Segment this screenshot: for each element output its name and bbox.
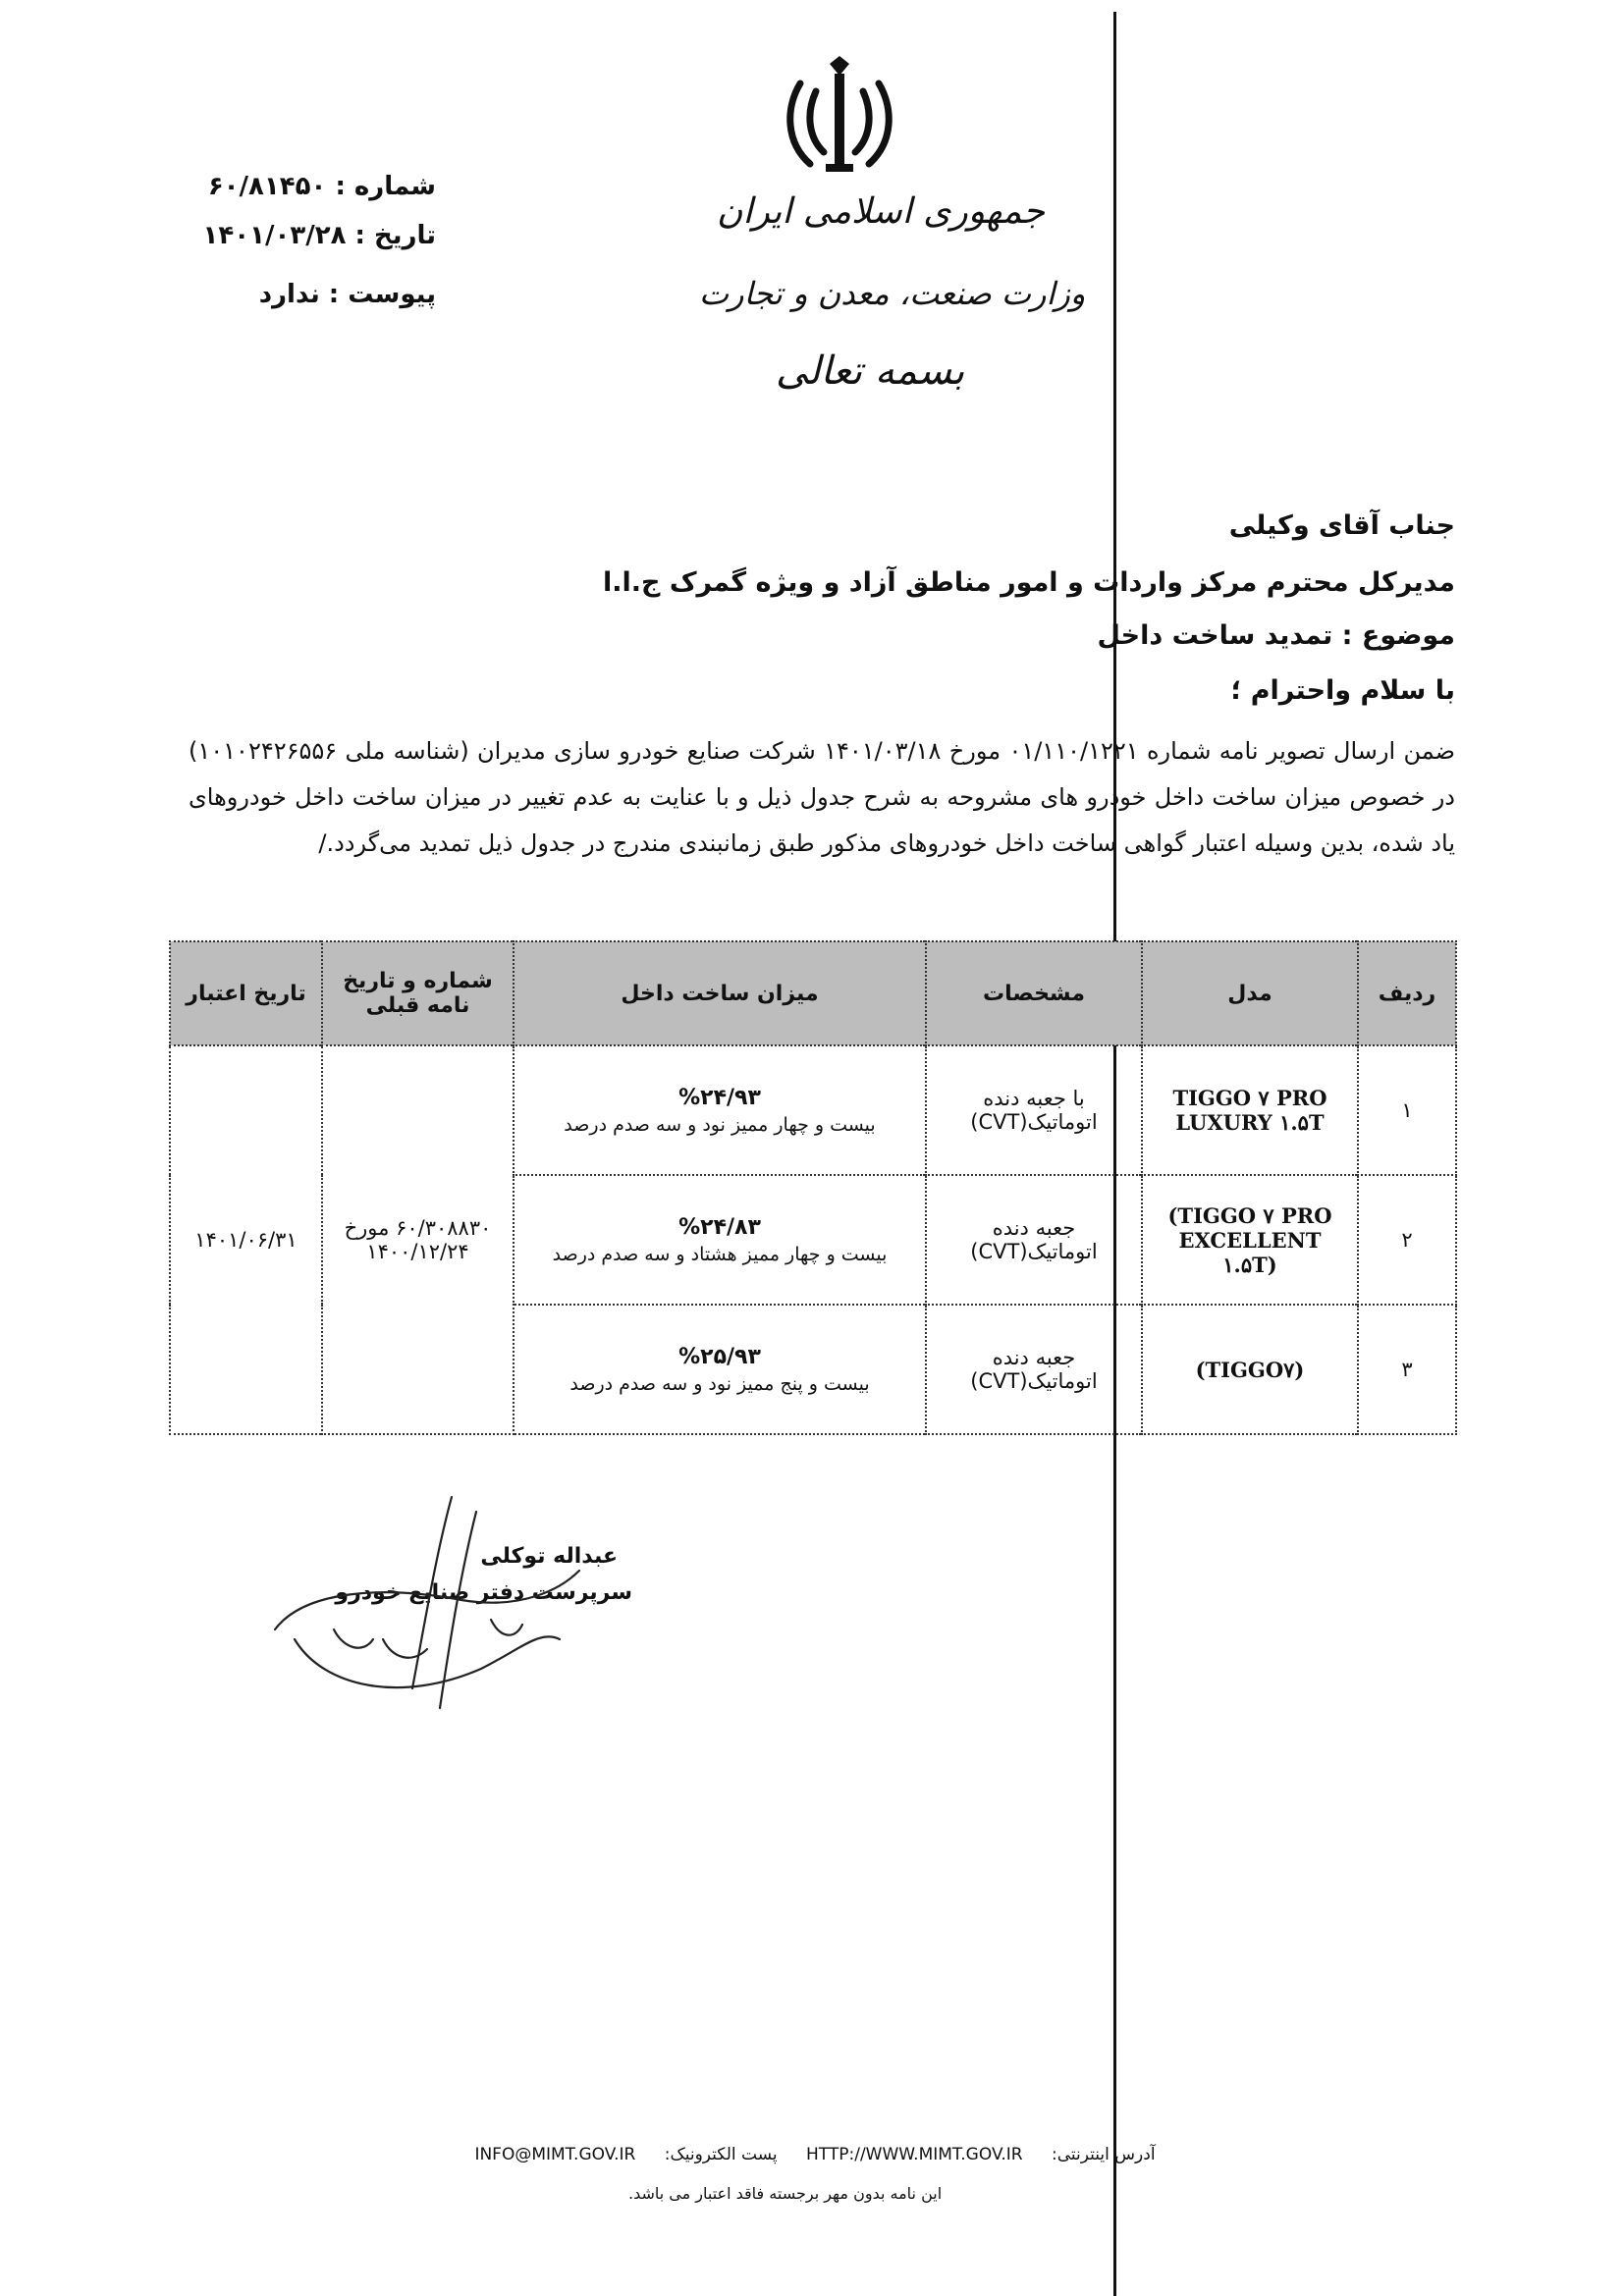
content-percent: %۲۴/۸۳ (678, 1214, 761, 1240)
header-model: مدل (1142, 941, 1358, 1045)
content-percent-words: بیست و چهار ممیز هشتاد و سه صدم درصد (552, 1243, 888, 1265)
letter-subject: موضوع : تمدید ساخت داخل (1097, 620, 1455, 651)
handwritten-signature-icon (265, 1492, 589, 1728)
cell-model: TIGGO ۷ PRO LUXURY ۱.۵T (1142, 1045, 1358, 1175)
header-validity: تاریخ اعتبار (170, 941, 322, 1045)
table-header-row (170, 941, 1456, 1045)
addressee-name: جناب آقای وکیلی (1228, 510, 1455, 541)
cell-row-number: ۱ (1358, 1045, 1456, 1175)
letter-number: شماره : ۶۰/۸۱۴۵۰ (207, 172, 436, 201)
vehicle-table (169, 940, 1457, 1435)
cell-model: (TIGGO۷) (1142, 1305, 1358, 1434)
footer-contact (422, 2145, 1208, 2164)
cell-spec: جعبه دنده اتوماتیک(CVT) (926, 1175, 1142, 1305)
header-local-content: میزان ساخت داخل (514, 941, 926, 1045)
cell-prev-letter: ۶۰/۳۰۸۸۳۰ مورخ ۱۴۰۰/۱۲/۲۴ (322, 1045, 514, 1434)
letter-attachment: پیوست : ندارد (258, 280, 436, 309)
country-calligraphy: جمهوری اسلامی ایران (717, 191, 1045, 232)
website-label: آدرس اینترنتی: (1052, 2145, 1156, 2164)
greeting: با سلام واحترام ؛ (1230, 675, 1455, 706)
header-prev-letter: شماره و تاریخ نامه قبلی (322, 941, 514, 1045)
cell-local-content (514, 1045, 926, 1175)
footer-note: این نامه بدون مهر برجسته فاقد اعتبار می باشد. (628, 2184, 943, 2203)
cell-row-number: ۲ (1358, 1175, 1456, 1305)
header-row-number: ردیف (1358, 941, 1456, 1045)
letter-body: ضمن ارسال تصویر نامه شماره ۰۱/۱۱۰/۱۲۲۱ مورخ ۱۴۰۱/۰۳/۱۸ شرکت صنایع خودرو سازی مدیران (شناسه ملی ۱۰۱۰۲۴۲۶۵۵۶) در خصوص میزان ساخت داخل خودرو های مشروحه به شرح جدول ذیل و با عنایت به عدم تغییر در میزان ساخت داخل خودروهای یاد شده، بدین وسیله اعتبار گواهی ساخت داخل خودروهای مذکور طبق زمانبندی مندرج در جدول ذیل تمدید می‌گردد./ (189, 737, 1456, 857)
email-label: پست الکترونیک: (664, 2145, 778, 2164)
iran-emblem-icon (781, 54, 898, 177)
cell-spec: با جعبه دنده اتوماتیک(CVT) (926, 1045, 1142, 1175)
cell-row-number: ۳ (1358, 1305, 1456, 1434)
content-percent-words: بیست و چهار ممیز نود و سه صدم درصد (564, 1113, 876, 1136)
content-percent-words: بیست و پنج ممیز نود و سه صدم درصد (569, 1372, 870, 1395)
letter-date: تاریخ : ۱۴۰۱/۰۳/۲۸ (202, 221, 436, 250)
cell-local-content (514, 1305, 926, 1434)
content-percent: %۲۵/۹۳ (678, 1344, 761, 1369)
website-link[interactable]: HTTP://WWW.MIMT.GOV.IR (806, 2145, 1023, 2164)
signatory-name: عبداله توکلی (480, 1544, 618, 1569)
email-link[interactable]: INFO@MIMT.GOV.IR (474, 2145, 636, 2164)
header-spec: مشخصات (926, 941, 1142, 1045)
cell-validity: ۱۴۰۱/۰۶/۳۱ (170, 1045, 322, 1434)
content-percent: %۲۴/۹۳ (678, 1085, 761, 1110)
invocation-calligraphy: بسمه تعالی (776, 348, 965, 394)
ministry-calligraphy: وزارت صنعت، معدن و تجارت (699, 275, 1086, 312)
cell-local-content (514, 1175, 926, 1305)
cell-spec: جعبه دنده اتوماتیک(CVT) (926, 1305, 1142, 1434)
signatory-title: سرپرست دفتر صنایع خودرو (335, 1580, 632, 1605)
cell-model: (TIGGO ۷ PRO EXCELLENT ۱.۵T) (1142, 1175, 1358, 1305)
table-row (170, 1045, 1456, 1175)
addressee-title: مدیرکل محترم مرکز واردات و امور مناطق آزاد و ویژه گمرک ج.ا.ا (602, 567, 1455, 598)
